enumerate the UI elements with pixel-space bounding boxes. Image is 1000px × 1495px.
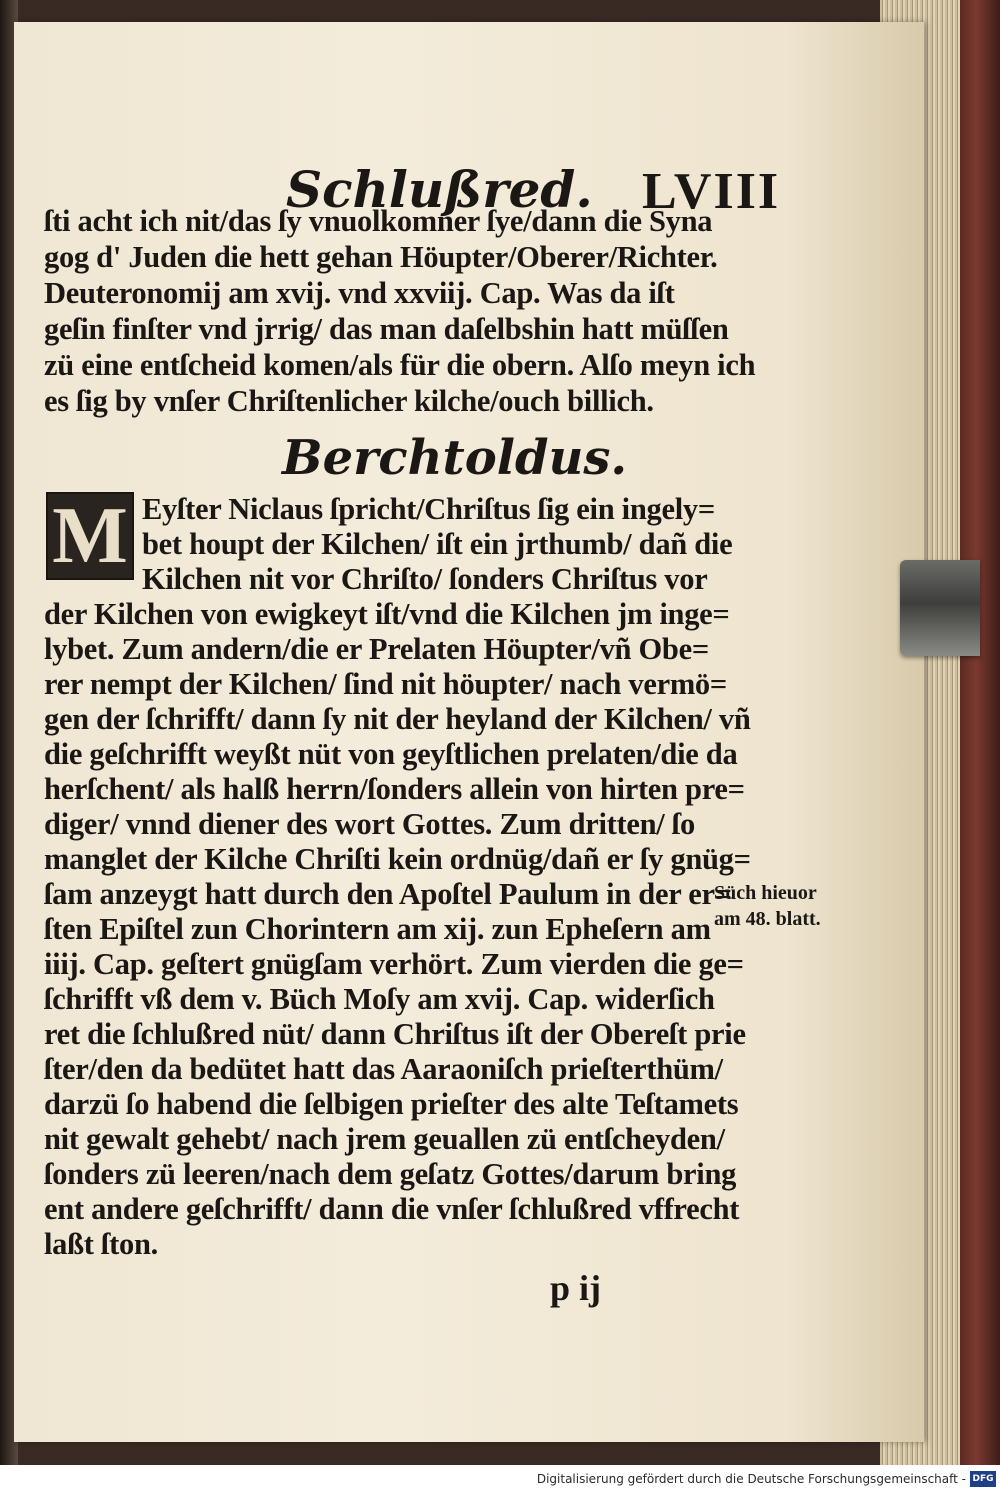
footer-bar — [0, 1465, 1000, 1495]
text-line: bet houpt der Kilchen/ iſt ein jrthumb/ dañ die — [142, 527, 733, 561]
text-line: laßt ſton. — [44, 1227, 158, 1261]
text-line: geſin finſter vnd jrrig/ das man daſelbshin hatt müſſen — [44, 312, 729, 346]
text-line: ſam anzeygt hatt durch den Apoſtel Paulum in der er= — [44, 877, 732, 911]
text-line: ret die ſchlußred nüt/ dann Chriſtus iſt der Obereſt prie — [44, 1017, 746, 1051]
text-line: diger/ vnnd diener des wort Gottes. Zum dritten/ ſo — [44, 807, 695, 841]
book-page — [14, 22, 924, 1442]
dfg-logo: DFG — [970, 1471, 996, 1487]
margin-note: Süch hieuor — [714, 882, 817, 904]
text-line: gog d' Juden die hett gehan Höupter/Oberer/Richter. — [44, 240, 718, 274]
footer-credit: Digitalisierung gefördert durch die Deutsche Forschungsgemeinschaft - — [536, 1472, 966, 1486]
book-cover-edge — [960, 0, 1000, 1465]
text-line: ent andere geſchrifft/ dann die vnſer ſchlußred vffrecht — [44, 1192, 740, 1226]
text-line: ſter/den da bedütet hatt das Aaraoniſch prieſterthüm/ — [44, 1052, 723, 1086]
text-line: Deuteronomij am xvij. vnd xxviij. Cap. Was da iſt — [44, 276, 675, 310]
text-line: gen der ſchrifft/ dann ſy nit der heyland der Kilchen/ vñ — [44, 702, 751, 736]
folio-number: LVIII — [642, 163, 781, 220]
text-line: manglet der Kilche Chriſti kein ordnüg/dañ er ſy gnüg= — [44, 842, 751, 876]
signature-mark: p ij — [550, 1268, 602, 1308]
text-line: ſten Epiſtel zun Chorintern am xij. zun Epheſern am — [44, 912, 711, 946]
text-line: rer nempt der Kilchen/ ſind nit höupter/ nach vermö= — [44, 667, 727, 701]
text-line: zü eine entſcheid komen/als für die obern. Alſo meyn ich — [44, 348, 756, 382]
text-line: iiij. Cap. geſtert gnügſam verhört. Zum vierden die ge= — [44, 947, 744, 981]
text-line: es ſig by vnſer Chriſtenlicher kilche/ouch billich. — [44, 384, 654, 418]
text-line: Kilchen nit vor Chriſto/ ſonders Chriſtus vor — [142, 562, 708, 596]
margin-note: am 48. blatt. — [714, 908, 821, 930]
text-line: nit gewalt gehebt/ nach jrem geuallen zü entſcheyden/ — [44, 1122, 725, 1156]
text-line: Eyſter Niclaus ſpricht/Chriſtus ſig ein ingely= — [142, 492, 715, 526]
running-header-title: Schlußred. — [286, 160, 593, 219]
page-clip — [900, 560, 980, 656]
text-line: lybet. Zum andern/die er Prelaten Höupter/vñ Obe= — [44, 632, 709, 666]
text-line: herſchent/ als halß herrn/ſonders allein von hirten pre= — [44, 772, 745, 806]
decorated-initial — [46, 492, 134, 580]
text-line: ſonders zü leeren/nach dem geſatz Gottes/darum bring — [44, 1157, 737, 1191]
text-line: darzü ſo habend die ſelbigen prieſter des alte Teſtamets — [44, 1087, 739, 1121]
text-line: der Kilchen von ewigkeyt iſt/vnd die Kilchen jm inge= — [44, 597, 730, 631]
text-line: ſti acht ich nit/das ſy vnuolkomner ſye/dann die Syna — [44, 204, 713, 238]
speaker-heading: Berchtoldus. — [282, 430, 628, 486]
text-line: ſchrifft vß dem v. Büch Moſy am xvij. Cap. widerſich — [44, 982, 715, 1016]
initial-letter: M — [52, 492, 128, 580]
text-line: die geſchrifft weyßt nüt von geyſtlichen prelaten/die da — [44, 737, 738, 771]
